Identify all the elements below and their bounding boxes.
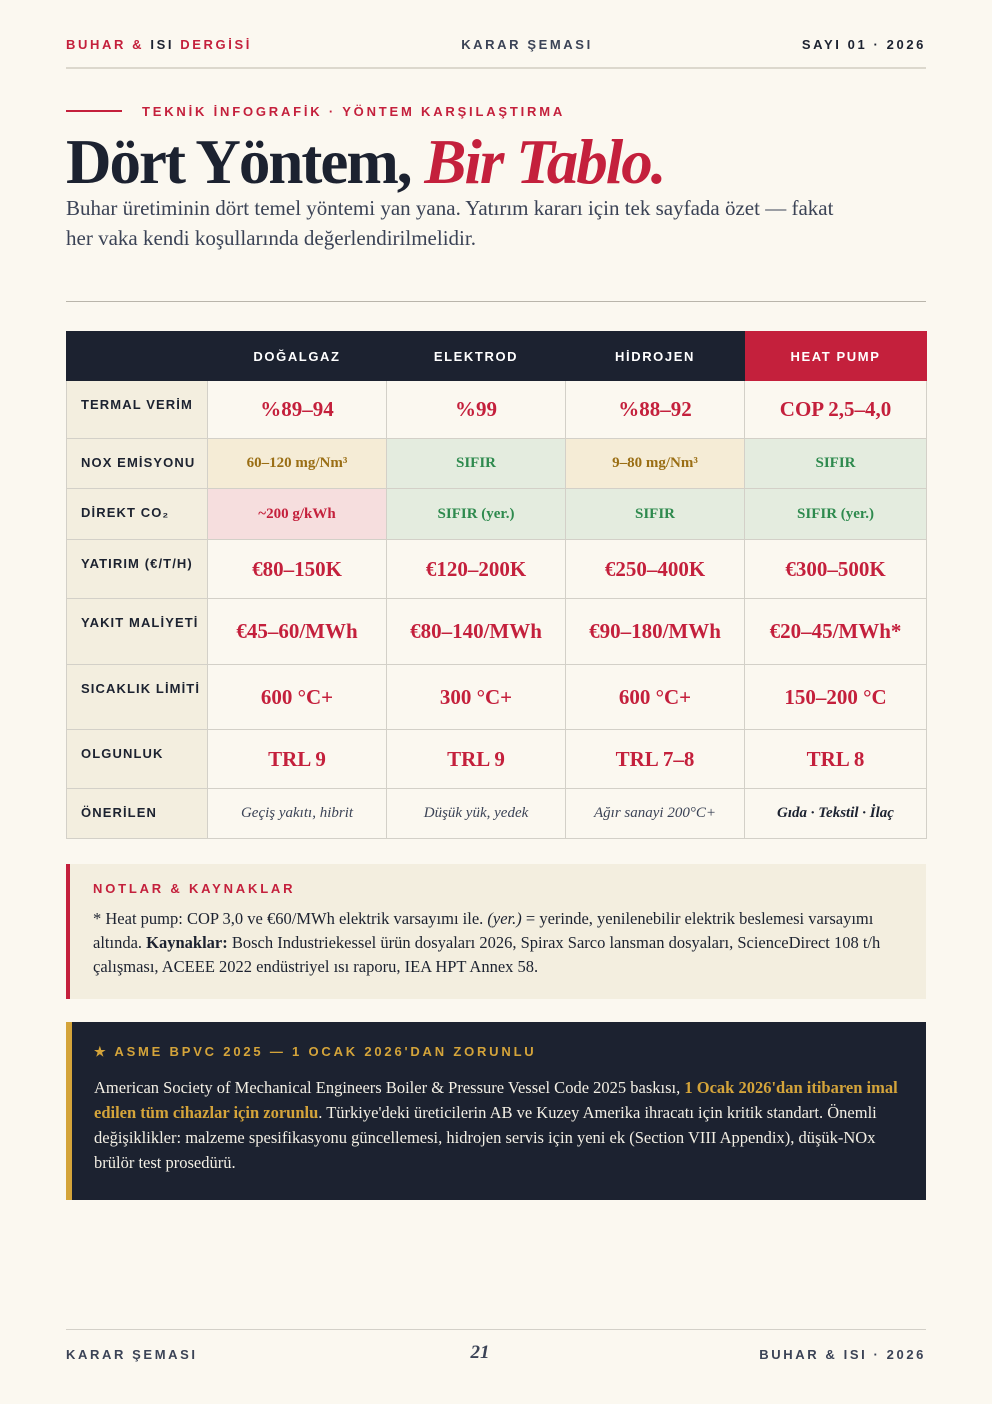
notes-text-a: * Heat pump: COP 3,0 ve €60/MWh elektrik varsayımı ile. [93, 909, 488, 928]
brand-part-2: ISI [150, 37, 175, 52]
row-label: YAKIT MALİYETİ [67, 599, 208, 665]
row-label: TERMAL VERİM [67, 381, 208, 439]
header-divider [66, 67, 926, 69]
section-divider [66, 301, 926, 302]
row-label: DİREKT CO₂ [67, 489, 208, 540]
table-row [67, 599, 927, 665]
sources-label: Kaynaklar: [146, 933, 228, 952]
notes-box [66, 864, 926, 999]
table-cell: %89–94 [208, 381, 387, 439]
title-main: Dört Yöntem, [66, 127, 425, 197]
table-row [67, 489, 927, 540]
row-label: OLGUNLUK [67, 730, 208, 789]
row-label: NOX EMİSYONU [67, 439, 208, 489]
comparison-table [66, 331, 927, 839]
table-cell: €80–140/MWh [387, 599, 566, 665]
table-cell: COP 2,5–4,0 [745, 381, 927, 439]
asme-text-b: . Türkiye'deki üreticilerin AB ve Kuzey Amerika ihracatı için kritik standart. Önemli değişiklikler: malzeme spesifikasyonu güncellemesi, hidrojen servis için yeni ek (Section VIII Appendix), düşük-NOx brülör test prosedürü. [94, 1103, 877, 1172]
table-header-row [67, 332, 927, 381]
issue-number: SAYI 01 · 2026 [801, 37, 926, 52]
column-header: HİDROJEN [566, 332, 745, 381]
table-cell: SIFIR (yer.) [745, 489, 927, 540]
asme-highlight: 1 Ocak 2026'dan itibaren imal edilen tüm cihazlar için zorunlu [94, 1078, 898, 1122]
table-cell: ~200 g/kWh [208, 489, 387, 540]
notes-text-b: = yerinde, yenilenebilir elektrik beslemesi varsayımı altında. [93, 909, 874, 952]
table-cell: TRL 9 [387, 730, 566, 789]
table-cell: TRL 9 [208, 730, 387, 789]
row-label: SICAKLIK LİMİTİ [67, 665, 208, 730]
table-cell: SIFIR [566, 489, 745, 540]
table-cell: €250–400K [566, 540, 745, 599]
asme-heading: ★ ASME BPVC 2025 — 1 OCAK 2026'DAN ZORUNLU [94, 1044, 537, 1059]
table-cell: Geçiş yakıtı, hibrit [208, 789, 387, 839]
table-cell: Düşük yük, yedek [387, 789, 566, 839]
table-row [67, 665, 927, 730]
table-cell: TRL 7–8 [566, 730, 745, 789]
table-cell: 60–120 mg/Nm³ [208, 439, 387, 489]
corner-cell [67, 332, 208, 381]
table-cell: TRL 8 [745, 730, 927, 789]
table-row [67, 730, 927, 789]
table-row [67, 789, 927, 839]
table-cell: SIFIR (yer.) [387, 489, 566, 540]
table-cell: €80–150K [208, 540, 387, 599]
table-cell: Ağır sanayi 200°C+ [566, 789, 745, 839]
notes-text-c: Bosch Industriekessel ürün dosyaları 2026, Spirax Sarco lansman dosyaları, ScienceDirect 108 t/h çalışması, ACEEE 2022 endüstriyel ısı raporu, IEA HPT Annex 58. [93, 933, 881, 976]
table-cell: 9–80 mg/Nm³ [566, 439, 745, 489]
table-cell: 600 °C+ [566, 665, 745, 730]
notes-heading: NOTLAR & KAYNAKLAR [93, 881, 296, 896]
table-cell: Gıda · Tekstil · İlaç [745, 789, 927, 839]
table-cell: SIFIR [745, 439, 927, 489]
asme-text [94, 1075, 900, 1175]
asme-text-a: American Society of Mechanical Engineers Boiler & Pressure Vessel Code 2025 baskısı, [94, 1078, 685, 1097]
column-header-highlighted: HEAT PUMP [745, 332, 927, 381]
column-header: ELEKTROD [387, 332, 566, 381]
table-cell: €90–180/MWh [566, 599, 745, 665]
page-title [66, 124, 665, 200]
table-row [67, 439, 927, 489]
notes-abbr: (yer.) [487, 909, 522, 928]
table-cell: €20–45/MWh* [745, 599, 927, 665]
footer-divider [66, 1329, 926, 1330]
table-row [67, 381, 927, 439]
footer-brand: BUHAR & ISI · 2026 [759, 1347, 926, 1362]
table-cell: €120–200K [387, 540, 566, 599]
brand-part-3: DERGİSİ [174, 37, 252, 52]
asme-callout [66, 1022, 926, 1200]
lede-paragraph: Buhar üretiminin dört temel yöntemi yan yana. Yatırım kararı için tek sayfada özet — fakat her vaka kendi koşullarında değerlendirilmelidir. [66, 196, 834, 250]
column-header: DOĞALGAZ [208, 332, 387, 381]
table-cell: €300–500K [745, 540, 927, 599]
kicker-accent-line [66, 110, 122, 112]
row-label: YATIRIM (€/T/H) [67, 540, 208, 599]
title-accent: Bir Tablo. [424, 127, 665, 197]
table-cell: %88–92 [566, 381, 745, 439]
row-label: ÖNERİLEN [67, 789, 208, 839]
notes-text [93, 907, 902, 979]
footer-section: KARAR ŞEMASI [66, 1347, 198, 1362]
brand-part-1: BUHAR & [66, 37, 151, 52]
table-cell: 150–200 °C [745, 665, 927, 730]
table-cell: SIFIR [387, 439, 566, 489]
page-number: 21 [470, 1342, 490, 1363]
table-row [67, 540, 927, 599]
section-name: KARAR ŞEMASI [461, 37, 593, 52]
kicker: TEKNİK İNFOGRAFİK · YÖNTEM KARŞILAŞTIRMA [142, 104, 566, 119]
table-cell: %99 [387, 381, 566, 439]
table-cell: €45–60/MWh [208, 599, 387, 665]
running-header [66, 37, 926, 51]
table-cell: 600 °C+ [208, 665, 387, 730]
table-cell: 300 °C+ [387, 665, 566, 730]
